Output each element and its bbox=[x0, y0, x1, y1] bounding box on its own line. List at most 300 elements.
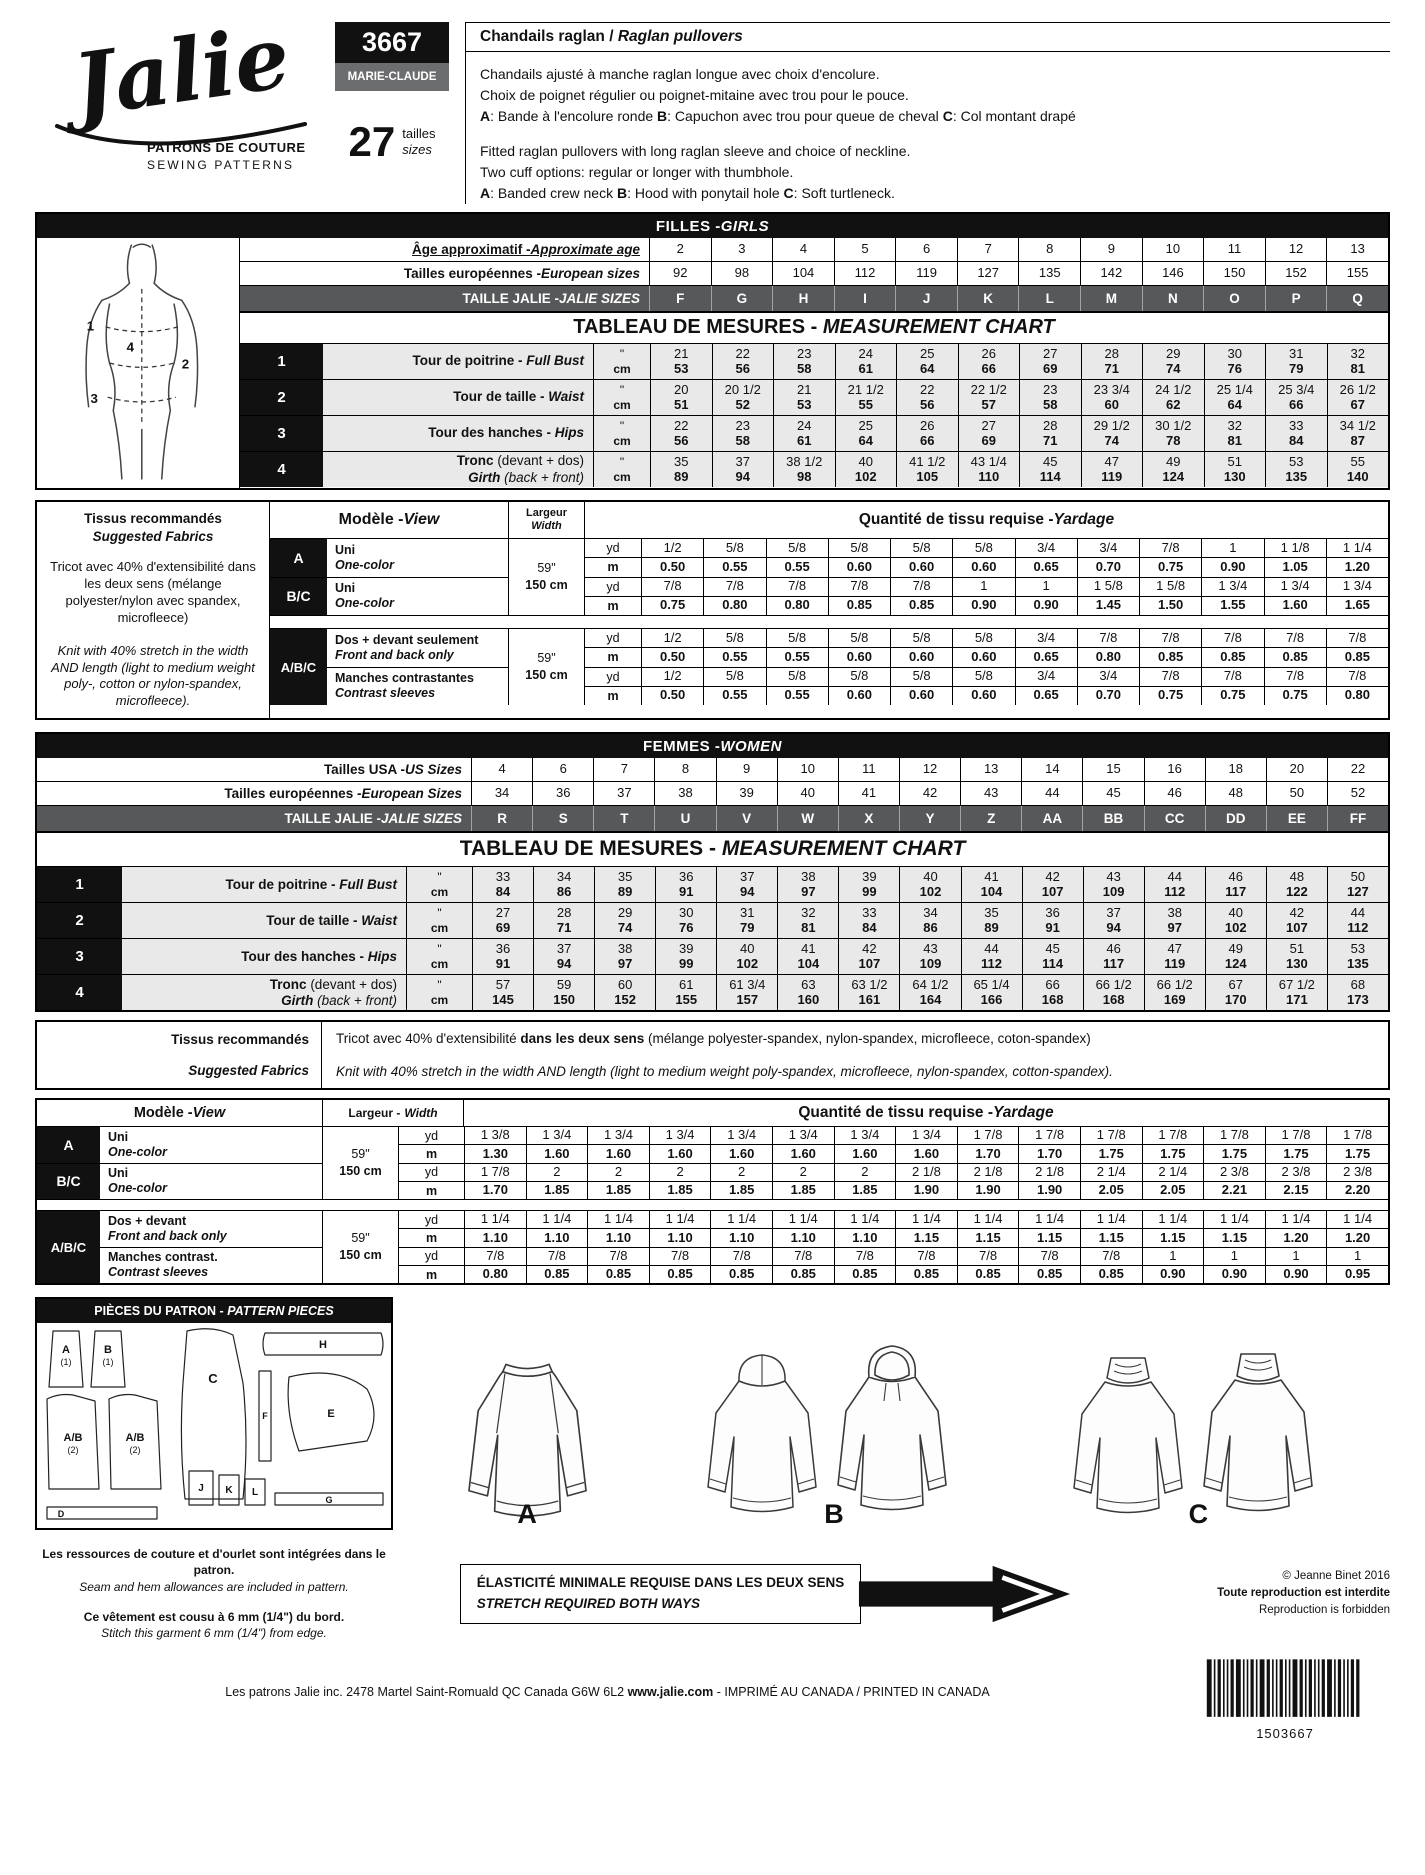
table-cell: 0.85 bbox=[649, 1266, 711, 1283]
table-cell: G bbox=[711, 286, 773, 311]
table-cell: 68 173 bbox=[1327, 975, 1388, 1010]
table-cell: 1.10 bbox=[526, 1229, 588, 1246]
table-cell: 5/8 bbox=[766, 629, 828, 647]
table-cell: 3/4 bbox=[1077, 539, 1139, 557]
women-jalie-row bbox=[37, 805, 1388, 831]
table-cell: AA bbox=[1021, 806, 1082, 831]
contrast-sleeves-label: Manches contrast. Contrast sleeves bbox=[100, 1247, 322, 1284]
sizes-count-labels bbox=[402, 126, 435, 157]
bust-label: Tour de poitrine - Full Bust bbox=[225, 876, 397, 892]
table-cell: 1.75 bbox=[1326, 1145, 1388, 1162]
table-cell: 1/2 bbox=[641, 539, 703, 557]
table-cell: 40 102 bbox=[835, 452, 897, 487]
table-cell: 1 3/4 bbox=[1264, 578, 1326, 596]
table-cell: 22 1/2 57 bbox=[958, 380, 1020, 415]
row-number: 1 bbox=[37, 867, 122, 902]
table-cell: 7/8 bbox=[772, 1248, 834, 1265]
table-cell: 40 102 bbox=[899, 867, 960, 902]
bc-yd-values bbox=[464, 1164, 1388, 1181]
girls-hips-row bbox=[240, 415, 1388, 451]
table-cell: 39 bbox=[716, 782, 777, 805]
table-cell: 1 7/8 bbox=[1326, 1127, 1388, 1144]
hips-label: Tour des hanches - Hips bbox=[241, 948, 397, 964]
desc-fr-line2: Choix de poignet régulier ou poignet-mitaine avec trou pour le pouce. bbox=[480, 87, 909, 103]
table-cell: 64 1/2 164 bbox=[899, 975, 960, 1010]
table-cell: 1 7/8 bbox=[1265, 1127, 1327, 1144]
piece-label: E bbox=[327, 1408, 335, 1421]
table-cell: BB bbox=[1082, 806, 1143, 831]
table-cell: 13 bbox=[1326, 238, 1388, 261]
table-cell: 0.50 bbox=[641, 648, 703, 666]
table-cell: 0.80 bbox=[464, 1266, 526, 1283]
unit-column: " cm bbox=[406, 867, 472, 902]
table-cell: 92 bbox=[649, 262, 711, 285]
table-cell: 0.80 bbox=[1326, 687, 1388, 705]
table-cell: 37 94 bbox=[716, 867, 777, 902]
table-cell: 24 61 bbox=[773, 416, 835, 451]
view-letter-abc: A/B/C bbox=[37, 1211, 100, 1283]
women-section bbox=[35, 732, 1390, 1012]
table-cell: 0.55 bbox=[766, 687, 828, 705]
women-table bbox=[35, 758, 1390, 1012]
table-cell: 30 76 bbox=[655, 903, 716, 938]
views-abc-block: A/B/C Dos + devant Front and back only Manches contrast. Contrast sleeves 59" 150 cm yd 1 1/4 1 1/4 1 1/4 1 1/4 1 1/4 1 1/4 1 1/4 1 1/4 1 1/4 1 1/4 1 1/4 1 1/4 1 1/4 1 1/4 1 1/4 m 1.10 1.10 1.10 1.10 1.10 1.10 1.10 1.15 1.15 1.15 1.15 1.15 1.15 1.20 1.20 yd 7/8 7/8 7/8 7/8 7/8 7/8 7/8 7/8 7/8 7/8 7/8 1 1 1 1 m 0.80 0.85 0.85 0.85 0.85 0.85 0.85 0.85 0.85 0.85 0.85 0.90 0.90 0.90 0.95 bbox=[37, 1210, 1388, 1283]
svg-text:(1): (1) bbox=[102, 1357, 114, 1368]
figure-mark-bust: 1 bbox=[86, 318, 95, 334]
table-cell: 5/8 bbox=[766, 668, 828, 686]
table-cell: 40 bbox=[777, 782, 838, 805]
table-cell: 24 61 bbox=[835, 344, 897, 379]
table-cell: 32 81 bbox=[1204, 416, 1266, 451]
table-cell: S bbox=[532, 806, 593, 831]
yardage-header bbox=[37, 1100, 1388, 1126]
table-cell: 65 1/4 166 bbox=[961, 975, 1022, 1010]
table-cell: 1 bbox=[1142, 1248, 1204, 1265]
piece-label: A bbox=[62, 1344, 70, 1357]
table-cell: 33 84 bbox=[472, 867, 533, 902]
table-cell: 30 1/2 78 bbox=[1142, 416, 1204, 451]
yardage-header bbox=[270, 502, 1388, 538]
table-cell: 1 7/8 bbox=[1203, 1127, 1265, 1144]
table-cell: 1.55 bbox=[1201, 597, 1263, 615]
table-cell: 0.55 bbox=[703, 558, 765, 576]
table-cell: 32 81 bbox=[777, 903, 838, 938]
table-cell: 55 140 bbox=[1327, 452, 1389, 487]
table-cell: 1 1/4 bbox=[1018, 1211, 1080, 1228]
table-cell: 8 bbox=[1018, 238, 1080, 261]
figure-mark-hips: 3 bbox=[90, 390, 98, 406]
table-cell: 1 7/8 bbox=[1080, 1127, 1142, 1144]
table-cell: 5/8 bbox=[828, 629, 890, 647]
table-cell: 42 107 bbox=[1266, 903, 1327, 938]
table-cell: 119 bbox=[895, 262, 957, 285]
cs-yd-values bbox=[641, 668, 1388, 686]
table-cell: 2.15 bbox=[1265, 1182, 1327, 1199]
table-cell: 42 bbox=[899, 782, 960, 805]
table-cell: 35 89 bbox=[650, 452, 712, 487]
table-cell: 37 94 bbox=[712, 452, 774, 487]
table-cell: 2 3/8 bbox=[1265, 1164, 1327, 1181]
pattern-title: Chandails raglan / Raglan pullovers bbox=[466, 22, 1390, 52]
piece-label: G bbox=[325, 1495, 333, 1506]
us-values bbox=[471, 758, 1388, 781]
piece-label: D bbox=[57, 1509, 65, 1520]
table-cell: V bbox=[716, 806, 777, 831]
table-cell: 15 bbox=[1082, 758, 1143, 781]
sizes-count: 27 bbox=[348, 118, 396, 165]
table-cell: 43 109 bbox=[899, 939, 960, 974]
table-cell: 5/8 bbox=[952, 629, 1014, 647]
view-header: Modèle - View bbox=[338, 511, 440, 528]
waist-values bbox=[650, 380, 1388, 415]
table-cell: 57 145 bbox=[472, 975, 533, 1010]
table-cell: 1.75 bbox=[1080, 1145, 1142, 1162]
girls-jalie-row bbox=[240, 285, 1388, 311]
table-cell: 7/8 bbox=[1264, 629, 1326, 647]
table-cell: 1.85 bbox=[772, 1182, 834, 1199]
table-cell: 1.10 bbox=[834, 1229, 896, 1246]
table-cell: 26 66 bbox=[958, 344, 1020, 379]
width-header: Largeur - Width bbox=[322, 1100, 464, 1126]
table-cell: 0.65 bbox=[1015, 558, 1077, 576]
table-cell: 1.15 bbox=[1142, 1229, 1204, 1246]
table-cell: 7/8 bbox=[1139, 668, 1201, 686]
table-cell: 0.60 bbox=[952, 687, 1014, 705]
table-cell: K bbox=[957, 286, 1019, 311]
table-cell: 1.10 bbox=[772, 1229, 834, 1246]
table-cell: 46 117 bbox=[1205, 867, 1266, 902]
table-cell: 1.60 bbox=[526, 1145, 588, 1162]
table-cell: 24 1/2 62 bbox=[1142, 380, 1204, 415]
table-cell: 2 bbox=[710, 1164, 772, 1181]
view-letter-bc: B/C bbox=[270, 578, 327, 616]
table-cell: 20 bbox=[1266, 758, 1327, 781]
table-cell: 44 bbox=[1021, 782, 1082, 805]
table-cell: 12 bbox=[1265, 238, 1327, 261]
table-cell: 1.15 bbox=[1018, 1229, 1080, 1246]
table-cell: 16 bbox=[1144, 758, 1205, 781]
euro-row-label: Tailles européennes - European Sizes bbox=[224, 786, 462, 802]
table-cell: 0.60 bbox=[952, 648, 1014, 666]
table-cell: 0.65 bbox=[1015, 648, 1077, 666]
table-cell: 0.85 bbox=[1139, 648, 1201, 666]
table-cell: 1 3/8 bbox=[464, 1127, 526, 1144]
table-cell: 0.75 bbox=[641, 597, 703, 615]
front-back-label: Dos + devant Front and back only bbox=[108, 1213, 227, 1243]
euro-values bbox=[649, 262, 1388, 285]
table-cell: 7/8 bbox=[1326, 668, 1388, 686]
table-cell: 1.85 bbox=[834, 1182, 896, 1199]
table-cell: 25 3/4 66 bbox=[1265, 380, 1327, 415]
table-cell: 1.15 bbox=[1080, 1229, 1142, 1246]
table-cell: 7/8 bbox=[766, 578, 828, 596]
table-cell: F bbox=[649, 286, 711, 311]
table-cell: 34 86 bbox=[899, 903, 960, 938]
piece-label: H bbox=[319, 1339, 327, 1352]
table-cell: 36 91 bbox=[472, 939, 533, 974]
table-cell: 1.60 bbox=[710, 1145, 772, 1162]
a-yd-values bbox=[641, 539, 1388, 557]
table-cell: 0.85 bbox=[1080, 1266, 1142, 1283]
girls-euro-row bbox=[240, 261, 1388, 285]
publisher-address: Les patrons Jalie inc. 2478 Martel Saint-Romuald QC Canada G6W 6L2 www.jalie.com - IMPRIMÉ AU CANADA / PRINTED IN CANADA bbox=[225, 1685, 990, 1700]
table-cell: 27 69 bbox=[1019, 344, 1081, 379]
girth-label-fr: Tronc (devant + dos) bbox=[269, 976, 397, 992]
cs-yd-values bbox=[464, 1248, 1388, 1265]
notes-row bbox=[35, 1546, 1390, 1641]
table-cell: 2 1/4 bbox=[1080, 1164, 1142, 1181]
table-cell: 1.60 bbox=[1264, 597, 1326, 615]
table-cell: 44 112 bbox=[1327, 903, 1388, 938]
table-cell: 1 1/4 bbox=[772, 1211, 834, 1228]
table-cell: 0.90 bbox=[1265, 1266, 1327, 1283]
figure-mark-waist: 2 bbox=[181, 356, 190, 372]
table-cell: 2 bbox=[649, 1164, 711, 1181]
euro-row-label: Tailles européennes - European sizes bbox=[403, 266, 640, 281]
table-cell: 1.60 bbox=[587, 1145, 649, 1162]
table-cell: 1 3/4 bbox=[526, 1127, 588, 1144]
garment-view-c bbox=[1053, 1344, 1343, 1530]
table-cell: 2.05 bbox=[1080, 1182, 1142, 1199]
table-cell: 67 1/2 171 bbox=[1266, 975, 1327, 1010]
garment-label-b: B bbox=[824, 1499, 844, 1530]
copyright-line2: Toute reproduction est interdite bbox=[1217, 1587, 1390, 1600]
table-cell: 29 1/2 74 bbox=[1081, 416, 1143, 451]
table-cell: 5/8 bbox=[828, 539, 890, 557]
table-cell: 11 bbox=[1203, 238, 1265, 261]
table-cell: 61 3/4 157 bbox=[716, 975, 777, 1010]
barcode-number: 1503667 bbox=[1256, 1726, 1314, 1742]
table-cell: 42 107 bbox=[838, 939, 899, 974]
view-bc-row: B/C Uni One-color bbox=[37, 1163, 322, 1200]
table-cell: 1 3/4 bbox=[1326, 578, 1388, 596]
copyright-line1: © Jeanne Binet 2016 bbox=[1282, 1569, 1390, 1582]
cs-m-values bbox=[641, 687, 1388, 705]
table-cell: 0.85 bbox=[1201, 648, 1263, 666]
jalie-row-label: TAILLE JALIE - JALIE SIZES bbox=[284, 811, 462, 827]
unit-column: " cm bbox=[406, 975, 472, 1010]
table-cell: U bbox=[654, 806, 715, 831]
table-cell: 31 79 bbox=[716, 903, 777, 938]
fabrics-text-fr: Tricot avec 40% d'extensibilité dans les deux sens (mélange polyester/nylon avec spandex, microfleece) bbox=[50, 559, 256, 625]
table-cell: 23 58 bbox=[773, 344, 835, 379]
piece-label: J bbox=[198, 1483, 204, 1495]
table-cell: 2 3/8 bbox=[1203, 1164, 1265, 1181]
table-cell: 5/8 bbox=[703, 629, 765, 647]
collection-name: MARIE-CLAUDE bbox=[335, 63, 449, 91]
table-cell: 7/8 bbox=[895, 1248, 957, 1265]
table-cell: 98 bbox=[711, 262, 773, 285]
table-cell: 53 135 bbox=[1265, 452, 1327, 487]
table-cell: 37 94 bbox=[533, 939, 594, 974]
women-waist-row bbox=[37, 902, 1388, 938]
table-cell: 61 155 bbox=[655, 975, 716, 1010]
women-fabrics bbox=[35, 1020, 1390, 1090]
women-euro-row bbox=[37, 781, 1388, 805]
table-cell: 23 3/4 60 bbox=[1081, 380, 1143, 415]
table-cell: 37 94 bbox=[1083, 903, 1144, 938]
table-cell: 0.85 bbox=[895, 1266, 957, 1283]
table-cell: W bbox=[777, 806, 838, 831]
table-cell: 7 bbox=[957, 238, 1019, 261]
table-cell: 0.60 bbox=[890, 648, 952, 666]
pattern-number: 3667 bbox=[335, 22, 449, 63]
table-cell: 1.60 bbox=[772, 1145, 834, 1162]
table-cell: R bbox=[471, 806, 532, 831]
table-cell: 1 3/4 bbox=[1201, 578, 1263, 596]
table-cell: 0.60 bbox=[952, 558, 1014, 576]
table-cell: 7/8 bbox=[526, 1248, 588, 1265]
table-cell: 26 1/2 67 bbox=[1327, 380, 1389, 415]
table-cell: 1 7/8 bbox=[1018, 1127, 1080, 1144]
table-cell: 7/8 bbox=[1201, 668, 1263, 686]
women-section-bar: FEMMES - WOMEN bbox=[35, 732, 1390, 758]
table-cell: 47 119 bbox=[1081, 452, 1143, 487]
jalie-values bbox=[471, 806, 1388, 831]
table-cell: 1 bbox=[1265, 1248, 1327, 1265]
table-cell: Z bbox=[960, 806, 1021, 831]
waist-label: Tour de taille - Waist bbox=[266, 912, 397, 928]
table-cell: J bbox=[895, 286, 957, 311]
bc-m-values bbox=[464, 1182, 1388, 1199]
table-cell: 2 bbox=[834, 1164, 896, 1181]
yardage-title: Quantité de tissu requise - Yardage bbox=[858, 511, 1115, 528]
piece-label: C bbox=[208, 1371, 218, 1387]
table-cell: 41 104 bbox=[961, 867, 1022, 902]
table-cell: 1 7/8 bbox=[464, 1164, 526, 1181]
table-cell: 6 bbox=[895, 238, 957, 261]
table-cell: 43 109 bbox=[1083, 867, 1144, 902]
hips-label: Tour des hanches - Hips bbox=[428, 425, 584, 441]
table-cell: 1.90 bbox=[957, 1182, 1019, 1199]
table-cell: 29 74 bbox=[594, 903, 655, 938]
table-cell: 12 bbox=[899, 758, 960, 781]
table-cell: 36 91 bbox=[655, 867, 716, 902]
table-cell: 0.90 bbox=[952, 597, 1014, 615]
women-us-row bbox=[37, 758, 1388, 781]
table-cell: 0.55 bbox=[766, 558, 828, 576]
table-cell: 53 135 bbox=[1327, 939, 1388, 974]
table-cell: 7/8 bbox=[1139, 539, 1201, 557]
table-cell: 1 3/4 bbox=[895, 1127, 957, 1144]
table-cell: 1.05 bbox=[1264, 558, 1326, 576]
view-a-row: A Uni One-color bbox=[37, 1127, 322, 1163]
stretch-text-fr: ÉLASTICITÉ MINIMALE REQUISE DANS LES DEUX SENS bbox=[476, 1574, 845, 1590]
table-cell: 38 97 bbox=[777, 867, 838, 902]
table-cell: 150 bbox=[1203, 262, 1265, 285]
girls-bust-row bbox=[240, 343, 1388, 379]
table-cell: 0.55 bbox=[766, 648, 828, 666]
measurement-figure bbox=[37, 238, 240, 488]
table-cell: 7/8 bbox=[587, 1248, 649, 1265]
table-cell: 0.90 bbox=[1015, 597, 1077, 615]
table-cell: 0.55 bbox=[703, 648, 765, 666]
table-cell: I bbox=[834, 286, 896, 311]
age-values bbox=[649, 238, 1388, 261]
table-cell: 1.10 bbox=[464, 1229, 526, 1246]
table-cell: 7/8 bbox=[1139, 629, 1201, 647]
table-cell: 35 89 bbox=[961, 903, 1022, 938]
girls-waist-row bbox=[240, 379, 1388, 415]
table-cell: 29 74 bbox=[1142, 344, 1204, 379]
table-cell: 51 130 bbox=[1266, 939, 1327, 974]
table-cell: 1 bbox=[952, 578, 1014, 596]
table-cell: 5/8 bbox=[766, 539, 828, 557]
table-cell: 0.50 bbox=[641, 687, 703, 705]
table-cell: 1 1/8 bbox=[1264, 539, 1326, 557]
table-cell: 2 1/8 bbox=[1018, 1164, 1080, 1181]
table-cell: 46 117 bbox=[1083, 939, 1144, 974]
sizes-count-block bbox=[335, 118, 449, 165]
jalie-values bbox=[649, 286, 1388, 311]
table-cell: CC bbox=[1144, 806, 1205, 831]
table-cell: 7/8 bbox=[1077, 629, 1139, 647]
table-cell: 7/8 bbox=[1326, 629, 1388, 647]
table-cell: 1 3/4 bbox=[710, 1127, 772, 1144]
unit-column: " cm bbox=[406, 939, 472, 974]
table-cell: 152 bbox=[1265, 262, 1327, 285]
table-cell: 3 bbox=[711, 238, 773, 261]
table-cell: 60 152 bbox=[594, 975, 655, 1010]
table-cell: 3/4 bbox=[1015, 629, 1077, 647]
jalie-row-label: TAILLE JALIE - JALIE SIZES bbox=[462, 291, 640, 306]
table-cell: 5 bbox=[834, 238, 896, 261]
waist-label: Tour de taille - Waist bbox=[453, 389, 584, 405]
table-cell: 0.60 bbox=[890, 687, 952, 705]
table-cell: 1 1/4 bbox=[834, 1211, 896, 1228]
table-cell: 2 3/8 bbox=[1326, 1164, 1388, 1181]
table-cell: 49 124 bbox=[1142, 452, 1204, 487]
fb-yd-values bbox=[641, 629, 1388, 647]
fabrics-text-en: Knit with 40% stretch in the width AND length (light to medium weight poly-spandex, microfleece, nylon-spandex, cotton-spandex). bbox=[336, 1064, 1113, 1080]
table-cell: 1 7/8 bbox=[1142, 1127, 1204, 1144]
a-m-values bbox=[464, 1145, 1388, 1162]
table-cell: 23 58 bbox=[1019, 380, 1081, 415]
desc-fr-line3: A: Bande à l'encolure ronde B: Capuchon avec trou pour queue de cheval C: Col montant drapé bbox=[480, 108, 1076, 124]
garment-view-b bbox=[684, 1341, 984, 1530]
table-cell: 1.20 bbox=[1326, 558, 1388, 576]
fabrics-text-fr: Tricot avec 40% d'extensibilité dans les deux sens (mélange polyester-spandex, nylon-spandex, microfleece, coton-spandex) bbox=[336, 1031, 1091, 1047]
table-cell: 37 bbox=[593, 782, 654, 805]
table-cell: 1 5/8 bbox=[1139, 578, 1201, 596]
table-cell: 44 112 bbox=[961, 939, 1022, 974]
table-cell: 21 53 bbox=[650, 344, 712, 379]
table-cell: 2.05 bbox=[1142, 1182, 1204, 1199]
table-cell: 142 bbox=[1080, 262, 1142, 285]
table-cell: 5/8 bbox=[890, 629, 952, 647]
garment-label-c: C bbox=[1188, 1499, 1209, 1530]
description-block bbox=[465, 22, 1390, 204]
fabrics-head-fr: Tissus recommandés bbox=[84, 511, 222, 526]
table-cell: 135 bbox=[1018, 262, 1080, 285]
spacer bbox=[37, 1199, 1388, 1210]
pattern-pieces-box bbox=[35, 1297, 393, 1530]
desc-en-line2: Two cuff options: regular or longer with thumbhole. bbox=[480, 164, 794, 180]
table-cell: 1.50 bbox=[1139, 597, 1201, 615]
table-cell: 0.85 bbox=[834, 1266, 896, 1283]
girls-yardage-table bbox=[35, 500, 1390, 720]
table-cell: 51 130 bbox=[1204, 452, 1266, 487]
table-cell: EE bbox=[1266, 806, 1327, 831]
fabrics-head-en: Suggested Fabrics bbox=[188, 1063, 309, 1079]
table-cell: 0.85 bbox=[1018, 1266, 1080, 1283]
table-cell: 1.10 bbox=[649, 1229, 711, 1246]
row-number: 4 bbox=[240, 452, 323, 487]
unit-column: " cm bbox=[593, 344, 650, 379]
row-number: 4 bbox=[37, 975, 122, 1010]
table-cell: 36 91 bbox=[1022, 903, 1083, 938]
body-figure-illustration bbox=[43, 238, 233, 488]
